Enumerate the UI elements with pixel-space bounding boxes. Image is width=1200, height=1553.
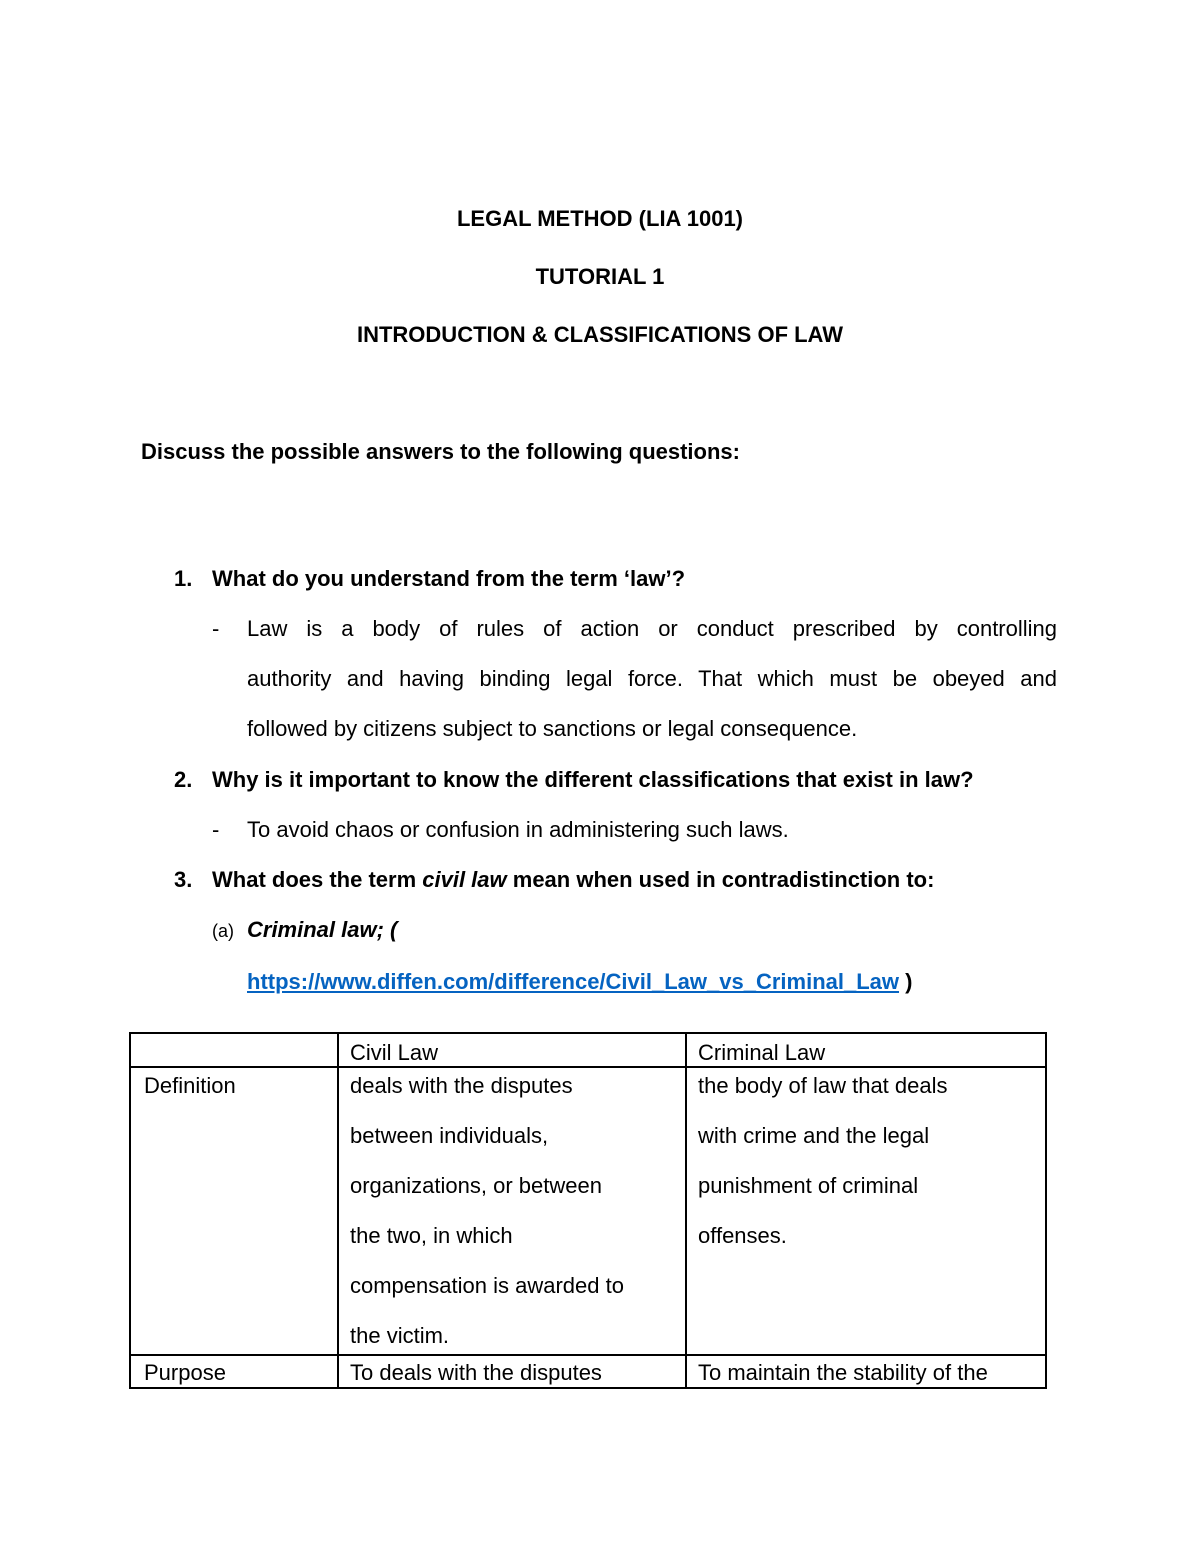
cell-line: between individuals,: [350, 1123, 549, 1148]
question-number: 2.: [174, 767, 193, 792]
row-label: Purpose: [144, 1360, 226, 1385]
sub-item-text: Criminal law; (: [247, 917, 398, 942]
question-text-italic: civil law: [422, 867, 507, 892]
cell-line: To maintain the stability of the: [698, 1360, 988, 1385]
question-number: 1.: [174, 566, 193, 591]
sub-item-label: (a): [212, 921, 234, 941]
reference-link-line: [247, 968, 912, 996]
answer-1-line-1: Law is a body of rules of action or conduct prescribed by controlling: [247, 616, 1057, 641]
question-text-before: What does the term: [212, 867, 423, 892]
answer-dash: -: [212, 616, 220, 641]
course-title: LEGAL METHOD (LIA 1001): [456, 206, 744, 231]
cell-line: compensation is awarded to: [350, 1273, 624, 1298]
cell-line: the victim.: [350, 1323, 450, 1348]
table-row-label-purpose: [144, 1359, 226, 1387]
table-cell-civil-purpose: [350, 1359, 602, 1387]
reference-link[interactable]: https://www.diffen.com/difference/Civil_Law_vs_Criminal_Law: [247, 969, 900, 994]
question-text-after: mean when used in contradistinction to:: [506, 867, 935, 892]
cell-line: with crime and the legal: [698, 1123, 930, 1148]
cell-line: deals with the disputes: [350, 1073, 573, 1098]
table-cell-criminal-purpose: [698, 1359, 988, 1387]
table-header-civil: Civil Law: [350, 1040, 439, 1065]
comparison-table: [129, 1032, 1047, 1389]
cell-line: the two, in which: [350, 1223, 513, 1248]
row-label: Definition: [144, 1073, 236, 1098]
table-column-divider: [685, 1034, 687, 1387]
question-2: [174, 766, 974, 794]
table-column-divider: [337, 1034, 339, 1387]
question-text: What do you understand from the term ‘law’?: [212, 566, 686, 591]
question-number: 3.: [174, 867, 193, 892]
answer-1-line-2: authority and having binding legal force. That which must be obeyed and: [247, 666, 1057, 691]
tutorial-title: TUTORIAL 1: [535, 264, 665, 289]
cell-line: offenses.: [698, 1223, 787, 1248]
topic-title: INTRODUCTION & CLASSIFICATIONS OF LAW: [356, 322, 843, 347]
question-3: [174, 866, 934, 894]
cell-line: punishment of criminal: [698, 1173, 919, 1198]
intro-instruction: Discuss the possible answers to the following questions:: [141, 439, 740, 464]
sub-item-a: [212, 916, 397, 945]
link-close-paren: ): [905, 969, 913, 994]
answer-1-line-3: followed by citizens subject to sanctions or legal consequence.: [247, 716, 858, 741]
table-cell-criminal-definition: [698, 1061, 948, 1261]
table-cell-civil-definition: [350, 1061, 624, 1361]
table-header-criminal: Criminal Law: [698, 1040, 826, 1065]
answer-dash: -: [212, 817, 220, 842]
cell-line: organizations, or between: [350, 1173, 602, 1198]
question-text: Why is it important to know the different classifications that exist in law?: [212, 767, 974, 792]
answer-2-line-1: To avoid chaos or confusion in administering such laws.: [247, 817, 789, 842]
table-row-label-definition: [144, 1061, 236, 1111]
cell-line: To deals with the disputes: [350, 1360, 602, 1385]
cell-line: the body of law that deals: [698, 1073, 948, 1098]
question-1: [174, 565, 685, 593]
